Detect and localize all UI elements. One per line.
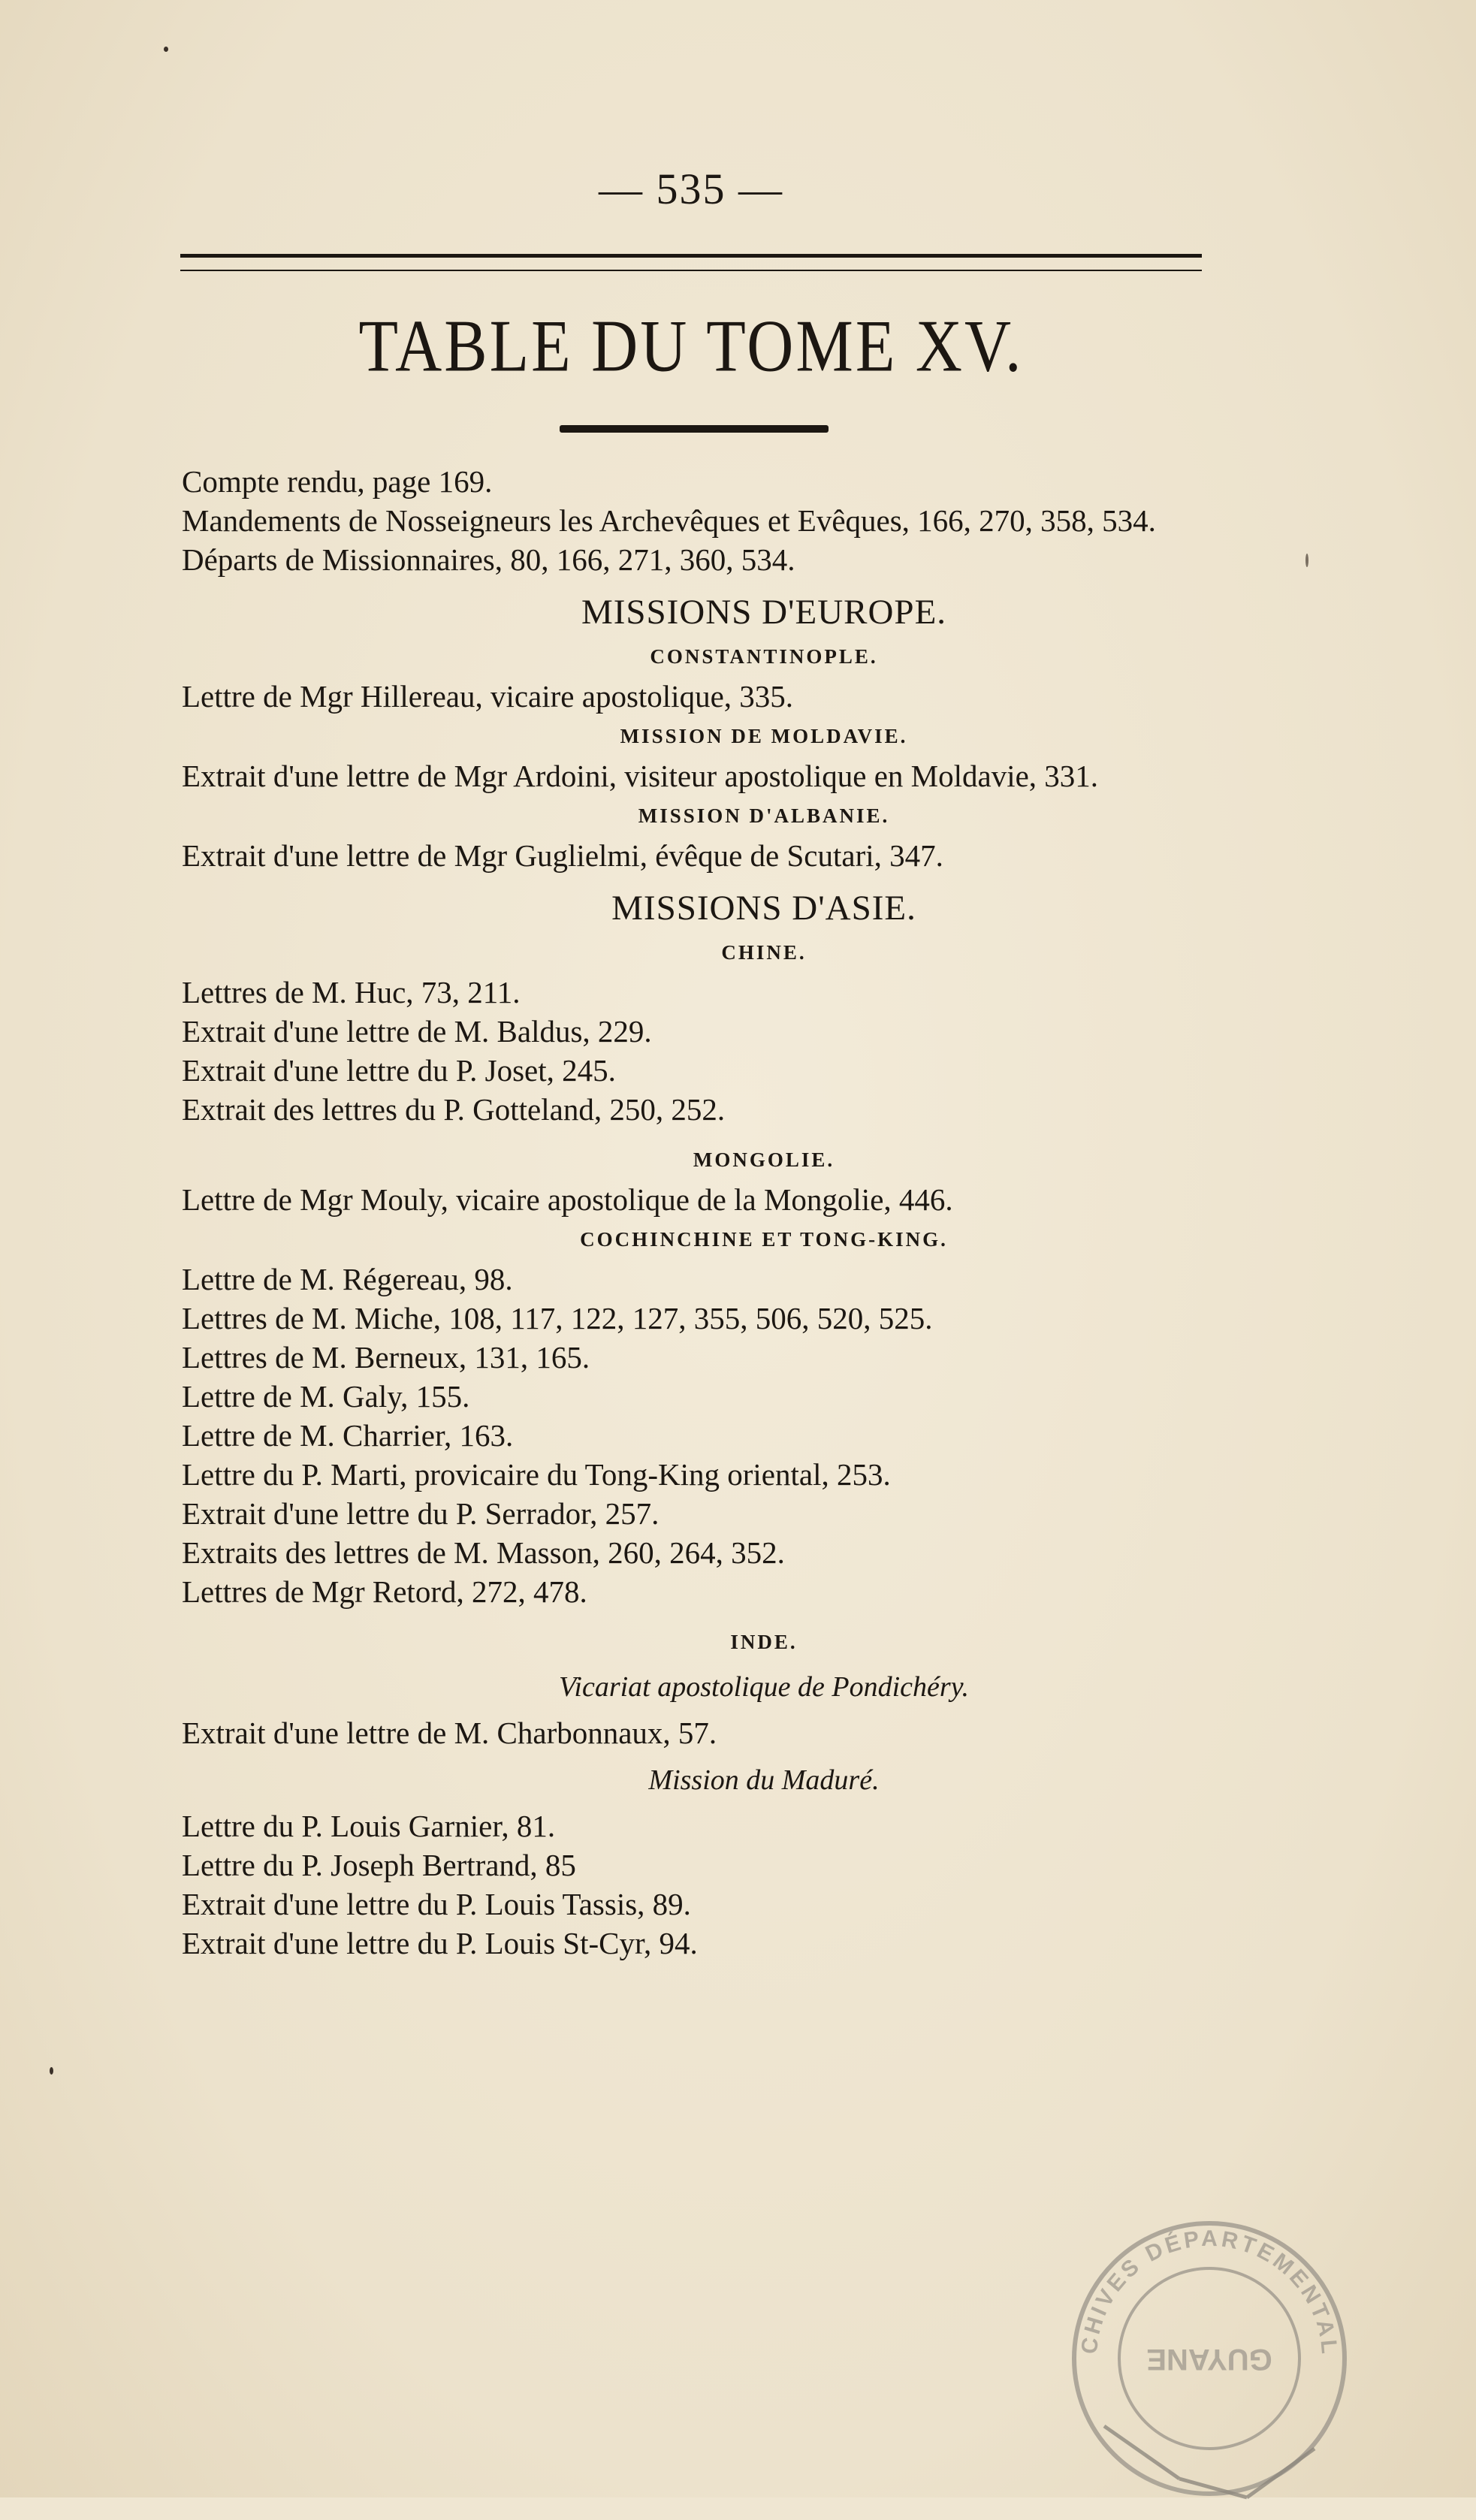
- list-item: Extrait d'une lettre de M. Charbonnaux, 57.: [182, 1716, 717, 1750]
- archive-stamp-icon: [1052, 2201, 1367, 2516]
- list-item: Extraits des lettres de M. Masson, 260, 264, 352.: [182, 1535, 785, 1570]
- list-item: Extrait d'une lettre du P. Louis St-Cyr, 94.: [182, 1926, 698, 1960]
- page-title: TABLE DU TOME XV.: [358, 303, 1024, 388]
- intro-entry: Mandements de Nosseigneurs les Archevêques et Evêques, 166, 270, 358, 534.: [182, 503, 1156, 538]
- list-item: Extrait d'une lettre du P. Joset, 245.: [182, 1053, 616, 1088]
- list-item: Lettres de M. Miche, 108, 117, 122, 127, 355, 506, 520, 525.: [182, 1301, 933, 1335]
- short-rule-divider: [560, 425, 829, 433]
- list-item: Lettre du P. Marti, provicaire du Tong-King oriental, 253.: [182, 1457, 891, 1492]
- page-number: — 535 —: [599, 164, 783, 213]
- double-rule-divider: [180, 254, 1202, 271]
- list-item: Extrait d'une lettre de Mgr Ardoini, visiteur apostolique en Moldavie, 331.: [182, 759, 1099, 793]
- list-item: Lettre de Mgr Hillereau, vicaire apostolique, 335.: [182, 679, 794, 714]
- section-title-europe: MISSIONS D'EUROPE.: [581, 593, 947, 632]
- paper-speck: [164, 47, 168, 52]
- section-title-asie: MISSIONS D'ASIE.: [611, 889, 916, 928]
- list-item: Extrait d'une lettre de M. Baldus, 229.: [182, 1014, 652, 1049]
- subsection-heading: COCHINCHINE ET TONG-KING.: [580, 1228, 948, 1251]
- stamp-outer-text: CHIVES DÉPARTEMENTAL: [1076, 2226, 1342, 2358]
- list-item: Lettres de M. Huc, 73, 211.: [182, 975, 521, 1010]
- list-item: Lettre de M. Charrier, 163.: [182, 1418, 514, 1453]
- list-item: Lettre de M. Galy, 155.: [182, 1379, 470, 1414]
- list-item: Extrait d'une lettre du P. Serrador, 257.: [182, 1496, 660, 1531]
- paper-speck: [1305, 554, 1308, 567]
- subsection-heading: MONGOLIE.: [693, 1148, 835, 1171]
- subsection-italic-heading: Vicariat apostolique de Pondichéry.: [559, 1671, 969, 1703]
- intro-entry: Compte rendu, page 169.: [182, 464, 493, 499]
- list-item: Lettre du P. Louis Garnier, 81.: [182, 1809, 556, 1843]
- subsection-heading: MISSION D'ALBANIE.: [638, 804, 890, 827]
- list-item: Lettre de M. Régereau, 98.: [182, 1262, 513, 1296]
- intro-entry: Départs de Missionnaires, 80, 166, 271, 360, 534.: [182, 542, 795, 577]
- paper-speck: [50, 2067, 53, 2075]
- subsection-heading: CONSTANTINOPLE.: [650, 645, 878, 668]
- stamp-inner-text: GUYANE: [1146, 2343, 1272, 2376]
- stamp-graphic: [1052, 2201, 1367, 2516]
- subsection-italic-heading: Mission du Maduré.: [648, 1764, 880, 1796]
- subsection-heading: INDE.: [730, 1631, 798, 1653]
- list-item: Lettres de M. Berneux, 131, 165.: [182, 1340, 590, 1375]
- list-item: Extrait des lettres du P. Gotteland, 250, 252.: [182, 1092, 726, 1127]
- table-of-contents: [182, 462, 1233, 1963]
- list-item: Lettre du P. Joseph Bertrand, 85: [182, 1848, 576, 1882]
- list-item: Lettre de Mgr Mouly, vicaire apostolique de la Mongolie, 446.: [182, 1182, 953, 1217]
- list-item: Extrait d'une lettre de Mgr Guglielmi, évêque de Scutari, 347.: [182, 838, 943, 873]
- subsection-heading: CHINE.: [721, 941, 807, 964]
- subsection-heading: MISSION DE MOLDAVIE.: [620, 725, 908, 747]
- list-item: Lettres de Mgr Retord, 272, 478.: [182, 1574, 587, 1609]
- list-item: Extrait d'une lettre du P. Louis Tassis, 89.: [182, 1887, 691, 1921]
